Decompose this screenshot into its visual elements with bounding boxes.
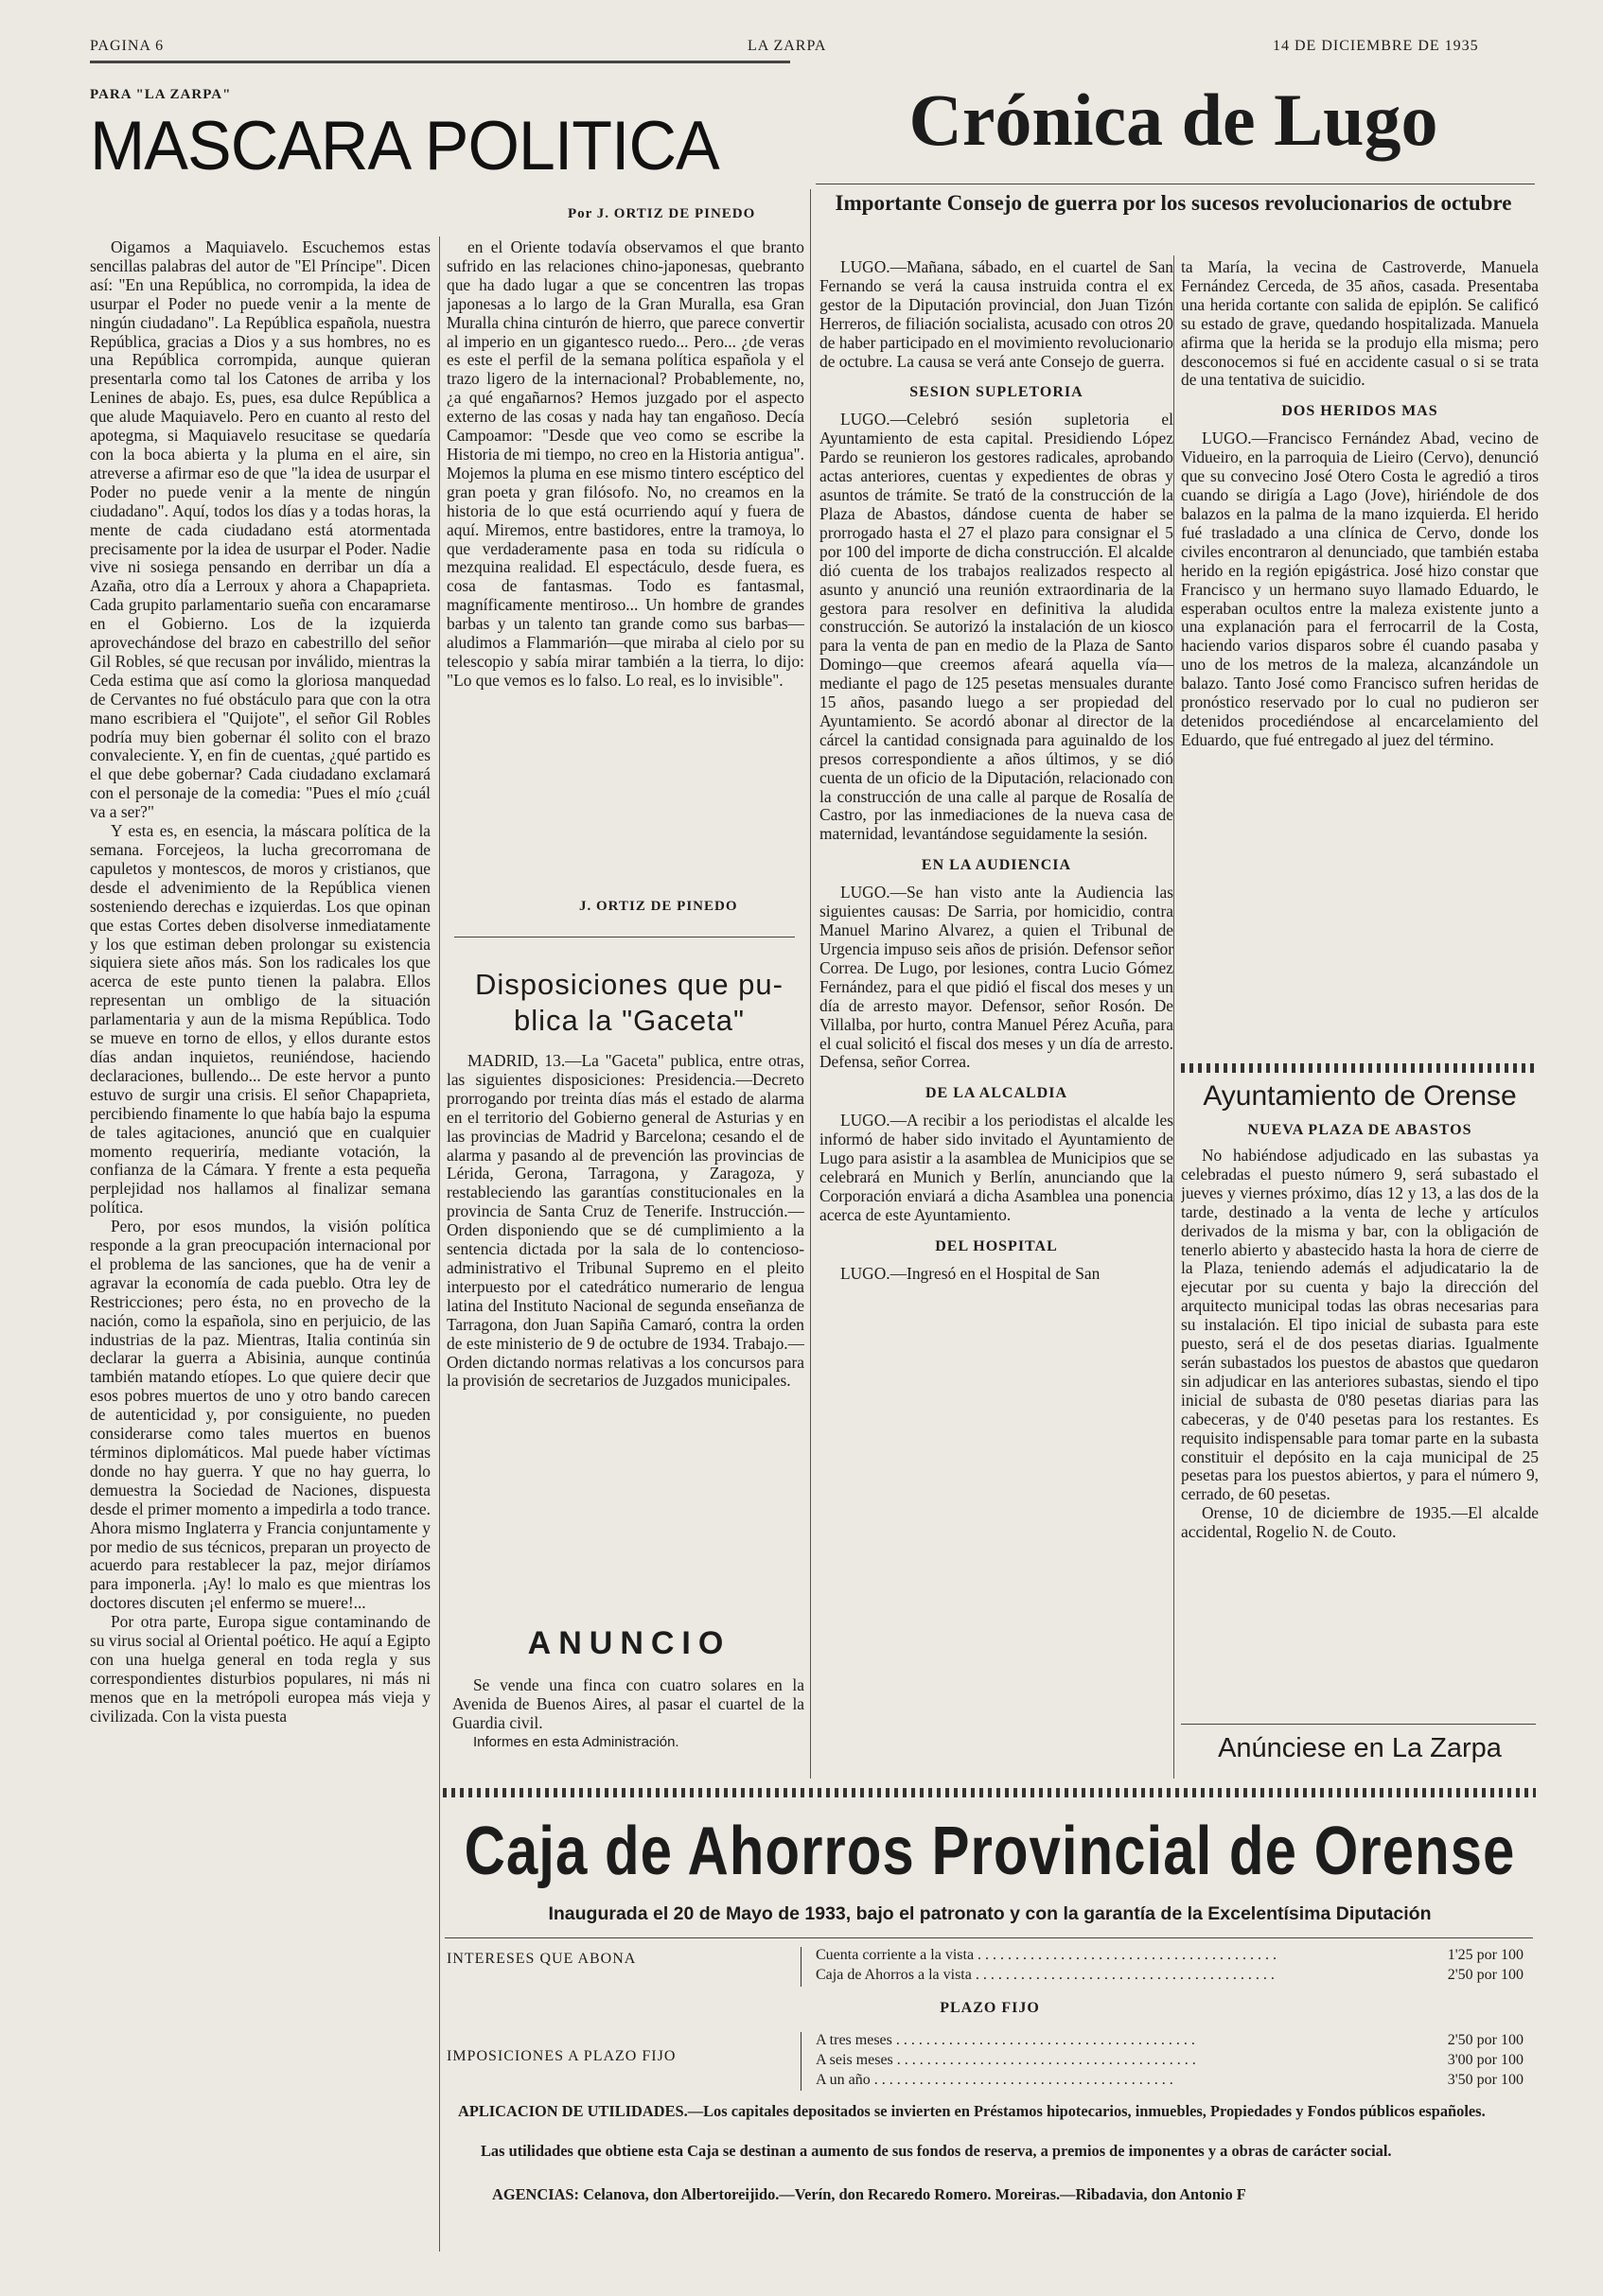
lugo-audiencia: LUGO.—Se han visto ante la Audiencia las siguientes causas: De Sarria, por homicidio, contra Manuel Marino Alvarez, a quien el Tribunal de Urgencia impuso seis años de prisión. Defensor señor Correa. De Lugo, por lesiones, contra Lucio Gómez Fernández, para el que pidió el fiscal dos meses y un día de arresto mayor. Defensor, señor Rosón. De Villalba, por hurto, contra Manuel Pérez Acuña, para el cual solicitó el fiscal dos meses y un día de arresto. Defensa, señor Correa. [819, 883, 1173, 1072]
head-alcaldia: DE LA ALCALDIA [925, 1085, 1068, 1102]
plazo-head: PLAZO FIJO [940, 2000, 1040, 2016]
orense-sign: Orense, 10 de diciembre de 1935.—El alcalde accidental, Rogelio N. de Couto. [1181, 1503, 1539, 1542]
imposiciones-label: IMPOSICIONES A PLAZO FIJO [447, 2048, 677, 2064]
lugo-hospital: LUGO.—Ingresó en el Hospital de San [840, 1263, 1101, 1283]
head-heridos: DOS HERIDOS MAS [1281, 403, 1438, 420]
orense-title: Ayuntamiento de Orense [1203, 1080, 1517, 1112]
orense-body: No habiéndose adjudicado en las subastas ya celebradas el puesto número 9, será subastado el jueves y viernes próximo, días 12 y 13, a las dos de la tarde, destinado a la venta de leche y artículos derivados de la misma y bar, con la obligación de tenerlo abierto y abastecido hasta la hora de cierre de la Plaza, teniendo además el adjudicatario la de ejecutar por su cuenta y bajo la dirección del arquitecto municipal todas las obras necesarias para su instalación. El tipo inicial de subasta para este puesto, será el de dos pesetas diarias. Igualmente serán subastados los puestos de abastos que quedaron sin adjudicar en las anteriores subastas, siendo el tipo inicial de subasta de 0'80 pesetas diarias para las cabeceras, y de 0'40 pesetas para los restantes. Es requisito indispensable para tomar parte en la subasta constituir el depósito en la caja municipal de 25 pesetas para los puestos abiertos, y para el número 9, cerrado, de 60 pesetas. [1181, 1147, 1539, 1504]
signature: J. ORTIZ DE PINEDO [579, 899, 738, 914]
anuncio-text: Se vende una finca con cuatro solares en la Avenida de Buenos Aires, al pasar el cuartel de la Guardia civil. [452, 1676, 804, 1732]
anuncio-info: Informes en esta Administración. [473, 1733, 679, 1750]
brace-a [801, 1947, 807, 1987]
orense-divider [1181, 1063, 1536, 1073]
mascara-para-1: Oigamos a Maquiavelo. Escuchemos estas sencillas palabras del autor de "El Príncipe". Dicen así: "En una República, no corrompida, la idea de usurpar el Poder no puede venir a la mente de ningún ciudadano". La República española, nuestra República, gracias a Dios y a sus hombres, no es una República corrompida, aunque quieran presentarla como tal los Catones de arriba y los Lenines de abajo. Es, pues, esa dulce República a que alude Maquiavelo. Pero en cuanto al resto del apotegma, si Maquiavelo resucitase se quedaría con la boca abierta y la pluma en el aire, sin atreverse a afirmar eso de que "la idea de usurpar el Poder no puede venir a la mente de ningún ciudadano". Aquí, todos los días y a todas horas, la mente de cada ciudadano está atormentada precisamente por la idea de usurpar el Poder. Nadie vive ni sosiega pensando en derribar un día a Azaña, otro día a Lerroux y ahora a Chapaprieta. Cada grupito parlamentario sueña con encaramarse en el Gobierno. Los de la izquierda aprovechándose del brazo en cabestrillo del señor Gil Robles, sé que recusan por inválido, mientras la Ceda estima que así como la gloriosa manquedad de Cervantes no fué obstáculo para que con la otra mano escribiera el "Quijote", el señor Gil Robles podría muy bien gobernar él solito con el brazo convaleciente. Y, en fin de cuentas, ¿qué partido es el que debe gobernar? Cada ciudadano exclamará con el personaje de la comedia: "Pues el mío ¿cuál va a ser?" [90, 238, 431, 822]
mascara-col-2 [447, 238, 804, 891]
page-number: PAGINA 6 [90, 38, 165, 54]
anuncio-col [452, 1676, 804, 1771]
brace-b [801, 2032, 807, 2091]
mascara-col-1 [90, 238, 431, 2249]
kicker: PARA "LA ZARPA" [90, 87, 232, 102]
caja-title: Caja de Ahorros Provincial de Orense [464, 1813, 1516, 1889]
rate-label-b-0: A tres meses . . . . . . . . . . . . . . . . . . . . . . . . . . . . . . . . . . . . . . . . [816, 2032, 1195, 2048]
gaceta-title [454, 967, 804, 1039]
mascara-para-4: Por otra parte, Europa sigue contaminando de su virus social al Oriental poético. He aquí a Egipto con una huelga general en toda regla y sus correspondientes disturbios populares, ni más ni menos que en la metrópoli europea más vieja y civilizada. Con la vista puesta [90, 1612, 431, 1726]
col-divider-2 [810, 189, 811, 1779]
rate-row-a-1 [816, 1967, 1535, 1984]
mascara-para-5: en el Oriente todavía observamos el que branto sufrido en las relaciones chino-japonesas, quebranto que ha dado lugar a que se concentren las tropas japonesas a lo largo de la Gran Muralla, esa Gran Muralla china cinturón de hierro, que parece convertir al imperio en un gigantesco ruedo... Pero... ¿de veras es este el perfil de la semana política española y el trazo ligero de la internacional? Probablemente, no, ¿a qué engañarnos? Hemos juzgado por el aspecto externo de las cosas y nada hay tan engañoso. Decía Campoamor: "Desde que veo como se escribe la Historia de mi tiempo, no creo en la Historia antigua". Mojemos la pluma en ese mismo tintero escéptico del gran poeta y gran filósofo. No, no creamos en la historia de lo que está ocurriendo aquí y fuera de aquí. Miremos, entre bastidores, entre la tramoya, lo que verdaderamente pasa en toda su ridícula o mezquina realidad. El espectáculo, desde fuera, es cosa de fantasmas. Todo es fantasmal, magníficamente mentiroso... Un hombre de grandes barbas y un talento tan grande como sus barbas—aludimos a Flammarión—que miraba al cielo por su telescopio y sabía mirar también a la tierra, lo dijo: "Lo que vemos es lo falso. Lo real, es lo invisible". [447, 238, 804, 690]
rate-row-b-1 [816, 2052, 1535, 2069]
byline: Por J. ORTIZ DE PINEDO [568, 206, 756, 221]
rate-value-a-1: 2'50 por 100 [1447, 1967, 1524, 1983]
rate-row-b-2 [816, 2072, 1535, 2089]
lugo-col-3 [819, 258, 1173, 1772]
masthead: LA ZARPA [748, 38, 827, 54]
gaceta-body: MADRID, 13.—La "Gaceta" publica, entre otras, las siguientes disposiciones: Presidencia.—Decreto prorrogando por treinta días más el estado de alarma en el territorio del Gobierno general de Asturias y en las provincias de Madrid y Barcelona; cesando el de alarma y pasando al de prevención las provincias de Lérida, Gerona, Tarragona, y Zaragoza, y restableciendo las garantías constitucionales en la provincia de Santa Cruz de Tenerife. Instrucción.—Orden disponiendo que se dé cumplimiento a la sentencia dictada por la sala de lo contencioso-administrativo el Tribunal Supremo en el pleito interpuesto por el catedrático numerario de lengua latina del Instituto Nacional de segunda enseñanza de Tarragona, don Juan Sapiña Camaró, contra la orden de este ministerio de 9 de octubre de 1934. Trabajo.—Orden dictando normas relativas a los concursos para la provisión de secretarios de Juzgados municipales. [447, 1052, 804, 1391]
caja-subtitle: Inaugurada el 20 de Mayo de 1933, bajo el patronato y con la garantía de la Excelentísima Diputación [548, 1903, 1432, 1924]
col-divider-1 [439, 237, 440, 2252]
lugo-col4-para: ta María, la vecina de Castroverde, Manuela Fernández Cerceda, de 35 años, casada. Presentaba una herida cortante con salida de epiplón. Se calificó su estado de grave, quedando hospitalizada. Manuela afirma que la herida se la produjo ella misma; pero desconocemos si fué en accidente casual o si se trata de una tentativa de suicidio. [1181, 258, 1539, 390]
utilidades-text: Las utilidades que obtiene esta Caja se destinan a aumento de sus fondos de reserva, a premios de imponentes y a obras de carácter social. [481, 2142, 1392, 2160]
rate-label-b-2: A un año . . . . . . . . . . . . . . . . . . . . . . . . . . . . . . . . . . . . . . . . [816, 2072, 1173, 2088]
agencias-text: AGENCIAS: Celanova, don Albertoreijido.—Verín, don Recaredo Romero. Moreiras.—Ribadavia, don Antonio F [492, 2185, 1246, 2203]
orense-subhead: NUEVA PLAZA DE ABASTOS [1247, 1122, 1472, 1138]
mascara-para-2: Y esta es, en esencia, la máscara política de la semana. Forcejeos, la lucha grecorromana de capuletos y montescos, de moros y cristianos, que desde el advenimiento de la República vienen sosteniendo derechas e izquierdas. Los que opinan que estas Cortes deben disolverse inmediatamente y los que estiman deben prolongar su existencia siquiera siete años más. Son los radicales los que acerca de este punto tienen la palabra. Ellos representan un ombligo de la situación parlamentaria y aun de la misma República. Todo se mueve en torno de ellos, y ellos durante estos días andan inquietos, reuniéndose, haciendo declaraciones, bullendo... De este hervor a punto estuvo de surgir una crisis. El señor Chapaprieta, percibiendo finamente lo que había bajo la espuma de tales agitaciones, anunció que en cualquier momento requeriría, mediante votación, la confianza de la Cámara. Y frente a esta pequeña perplejidad nos hallamos al finalizar semana política. [90, 821, 431, 1218]
gaceta-title-line-1: Disposiciones que pu- [474, 968, 784, 1001]
aplicacion-text: APLICACION DE UTILIDADES.—Los capitales depositados se invierten en Préstamos hipotecarios, inmuebles, Propiedades y Fondos públicos españoles. [458, 2102, 1486, 2120]
lugo-intro: LUGO.—Mañana, sábado, en el cuartel de San Fernando se verá la causa instruida contra el ex gestor de la Diputación provincial, don Juan Tizón Herreros, de filiación socialista, acusado con otros 20 de haber participado en el movimiento revolucionario de octubre. La causa se verá ante Consejo de guerra. [819, 258, 1173, 371]
mascara-para-3: Pero, por esos mundos, la visión política responde a la gran preocupación internacional por el problema de las sanciones, que ha de venir a agravar la economía de cada pueblo. Otra ley de Restricciones; pero ésta, no en provecho de la nación, como la española, sino en perjuicio, de las industrias de la paz. Mientras, Italia continúa sin declarar la guerra a Abisinia, aunque continúa también matando etíopes. Lo que quiere decir que esos pobres muertos de uno y otro bando carecen de autenticidad y, por consiguiente, no pueden considerarse como tales muertos en buenos términos diplomáticos. Mal puede haber víctimas donde no hay guerra. Y que no hay guerra, lo demuestra la Sociedad de Naciones, dispuesta desde el primer momento a impedirla a todo trance. Ahora mismo Inglaterra y Francia conjuntamente y por medio de sus técnicos, preparan un proyecto de acuerdo para restablecer la paz, mejor diríamos para imponerla. ¡Ay! lo malo es que mientras los doctores discuten ¡el enfermo se muere!... [90, 1217, 431, 1613]
rate-value-b-1: 3'00 por 100 [1447, 2052, 1524, 2068]
head-sesion: SESION SUPLETORIA [909, 384, 1083, 401]
header-rule [90, 61, 790, 63]
gaceta-col [447, 1052, 804, 1578]
rate-value-a-0: 1'25 por 100 [1447, 1947, 1524, 1963]
lugo-title: Crónica de Lugo [908, 79, 1438, 161]
orense-col [1181, 1147, 1539, 1703]
intereses-label: INTERESES QUE ABONA [447, 1951, 637, 1967]
rate-row-a-0 [816, 1947, 1535, 1964]
anunciese-banner: Anúnciese en La Zarpa [1218, 1733, 1502, 1763]
anuncio-title: ANUNCIO [527, 1625, 731, 1661]
rate-value-b-0: 2'50 por 100 [1447, 2032, 1524, 2048]
lugo-alcaldia: LUGO.—A recibir a los periodistas el alcalde les informó de haber sido invitado el Ayuntamiento de Lugo para asistir a la asamblea de Municipios que se celebrará en Munich y Berlín, anunciando que la Corporación enviará a dicha Asamblea una ponencia acerca de este Ayuntamiento. [819, 1111, 1173, 1224]
caja-rule [445, 1937, 1533, 1938]
rate-label-a-0: Cuenta corriente a la vista . . . . . . . . . . . . . . . . . . . . . . . . . . . . . . . . . . . . . . . . [816, 1947, 1277, 1963]
gaceta-rule [454, 937, 795, 938]
head-audiencia: EN LA AUDIENCIA [921, 857, 1072, 874]
rate-value-b-2: 3'50 por 100 [1447, 2072, 1524, 2088]
issue-date: 14 DE DICIEMBRE DE 1935 [1273, 38, 1479, 54]
lugo-subhead: Importante Consejo de guerra por los sucesos revolucionarios de octubre [835, 191, 1512, 215]
lugo-col-4 [1181, 258, 1539, 1043]
lugo-sesion: LUGO.—Celebró sesión supletoria el Ayuntamiento de esta capital. Presidiendo López Pardo se reunieron los gestores radicales, aprobando actas anteriores, cuentas y expedientes de obras y asuntos de trámite. Se trató de la construcción de la Plaza de Abastos, dándose cuenta de haber se prorrogado hasta el 27 el plazo para consignar el 5 por 100 del importe de dicha construcción. El alcalde dió cuenta de los trabajos realizados respecto al asunto y anunció una reunión extraordinaria de la gestora para resolver en definitiva la aludida construcción. Se autorizó la instalación de un kiosco para la venta de pan en medio de la Plaza de Santo Domingo—que creemos afeará aquella vía—mediante el pago de 125 pesetas mensuales durante 15 años, pasando luego a ser propiedad del Ayuntamiento. Se acordó abonar al director de la cárcel la cantidad consignada para aguinaldo de los presos correspondiente a años últimos, y se dió cuenta de un oficio de la Diputación, relacionado con la construcción de una calle al parque de Rosalía de Castro, por las inmediaciones de la nueva casa de maternidad, levantándose seguidamente la sesión. [819, 410, 1173, 844]
anunciese-rule [1181, 1724, 1536, 1725]
lugo-heridos: LUGO.—Francisco Fernández Abad, vecino de Vidueiro, en la parroquia de Lieiro (Cervo), denunció que su convecino José Otero Costa le agredió a tiros cuando se dirigía a Lago (Jove), hiriéndole de dos balazos en la palma de la mano izquierda. El herido fué trasladado a una clínica de Cervo, donde los civiles encontraron al denunciado, que también estaba herido en la región epigástrica. José hizo constar que Francisco y un hermano suyo llamado Eduardo, le esperaban ocultos entre la maleza existente junto a una explanación para el ferrocarril de la Costa, haciendo varios disparos sobre él cuando pasaba y uno de los metros de la maleza, alcanzándole un balazo. Tanto José como Francisco sufren heridas de pronóstico reservado por lo cual no pudieron ser detenidos procediéndose al encarcelamiento del Eduardo, que fué entregado al juez del término. [1181, 429, 1539, 749]
rate-label-b-1: A seis meses . . . . . . . . . . . . . . . . . . . . . . . . . . . . . . . . . . . . . . . . [816, 2052, 1196, 2068]
gaceta-title-line-2: blica la "Gaceta" [513, 1004, 746, 1037]
article-title: MASCARA POLITICA [90, 107, 719, 184]
col-divider-3 [1173, 255, 1174, 1779]
caja-top-divider [443, 1788, 1536, 1797]
head-hospital: DEL HOSPITAL [935, 1237, 1058, 1254]
rate-label-a-1: Caja de Ahorros a la vista . . . . . . . . . . . . . . . . . . . . . . . . . . . . . . . . . . . . . . . . [816, 1967, 1275, 1983]
rate-row-b-0 [816, 2032, 1535, 2049]
